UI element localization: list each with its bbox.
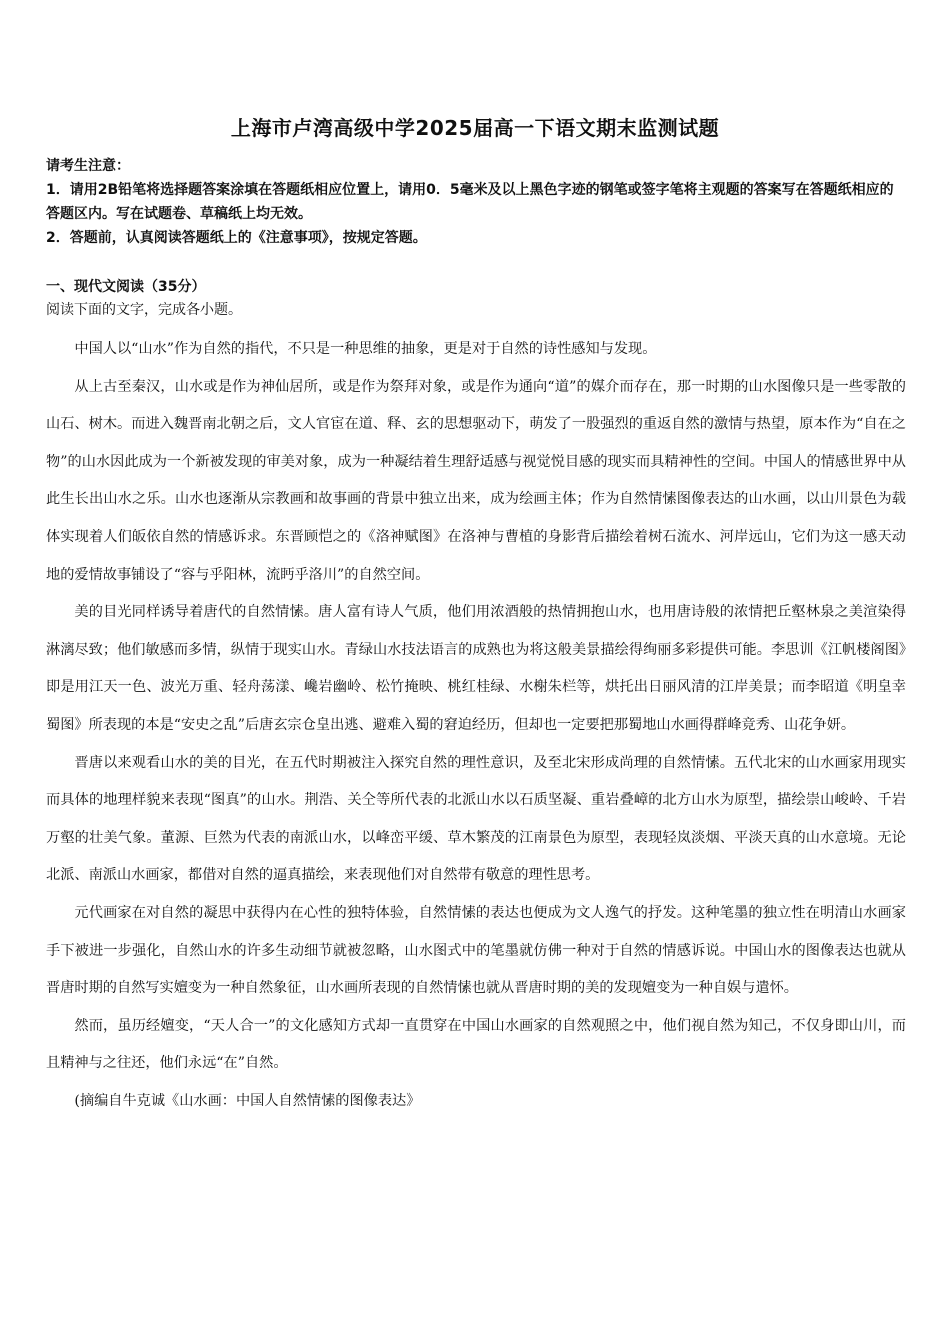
notice-heading: 请考生注意：: [46, 158, 130, 174]
notice-item: 1．请用2B铅笔将选择题答案涂填在答题纸相应位置上，请用0．5毫米及以上黑色字迹的钢笔或签字笔将主观题的答案写在答题纸相应的答题区内。写在试题卷、草稿纸上均无效。: [46, 182, 894, 222]
passage-paragraph: 然而，虽历经嬗变，“天人合一”的文化感知方式却一直贯穿在中国山水画家的自然观照之中，他们视自然为知己，不仅身即山川，而且精神与之往还，他们永远“在”自然。: [46, 1017, 906, 1072]
passage-paragraph: 从上古至秦汉，山水或是作为神仙居所，或是作为祭拜对象，或是作为通向“道”的媒介而存在，那一时期的山水图像只是一些零散的山石、树木。而进入魏晋南北朝之后，文人官宦在道、释、玄的思想驱动下，萌发了一股强烈的重返自然的激情与热望，原本作为“自在之物”的山水因此成为一个新被发现的审美对象，成为一种凝结着生理舒适感与视觉悦目感的现实而具精神性的空间。中国人的情感世界中从此生长出山水之乐。山水也逐渐从宗教画和故事画的背景中独立出来，成为绘画主体；作为自然情愫图像表达的山水画，以山川景色为载体实现着人们皈依自然的情感诉求。东晋顾恺之的《洛神赋图》在洛神与曹植的身影背后描绘着树石流水、河岸远山，它们为这一感天动地的爱情故事铺设了“容与乎阳林，流眄乎洛川”的自然空间。: [46, 378, 906, 583]
passage-source: (摘编自牛克诚《山水画：中国人自然情愫的图像表达》: [74, 1092, 421, 1109]
section-heading: 一、现代文阅读（35分）: [46, 279, 206, 295]
passage-paragraph: 中国人以“山水”作为自然的指代，不只是一种思维的抽象，更是对于自然的诗性感知与发现。: [74, 341, 657, 357]
passage-paragraph: 美的目光同样诱导着唐代的自然情愫。唐人富有诗人气质，他们用浓酒般的热情拥抱山水，也用唐诗般的浓情把丘壑林泉之美渲染得淋漓尽致；他们敏感而多情，纵情于现实山水。青绿山水技法语言的成熟也为将这般美景描绘得绚丽多彩提供可能。李思训《江帆楼阁图》即是用江天一色、波光万重、轻舟荡漾、巉岩幽岭、松竹掩映、桃红桂绿、水榭朱栏等，烘托出日丽风清的江岸美景；而李昭道《明皇幸蜀图》所表现的本是“安史之乱”后唐玄宗仓皇出逃、避难入蜀的窘迫经历，但却也一定要把那蜀地山水画得群峰竞秀、山花争妍。: [46, 604, 906, 733]
exam-notice: [46, 154, 904, 250]
section-instruction: 阅读下面的文字，完成各小题。: [46, 302, 242, 318]
exam-title: 上海市卢湾高级中学2025届高一下语文期末监测试题: [230, 116, 720, 140]
reading-passage: [46, 331, 906, 1120]
notice-item: 2．答题前，认真阅读答题纸上的《注意事项》，按规定答题。: [46, 230, 427, 246]
passage-paragraph: 晋唐以来观看山水的美的目光，在五代时期被注入探究自然的理性意识，及至北宋形成尚理的自然情愫。五代北宋的山水画家用现实而具体的地理样貌来表现“图真”的山水。荆浩、关仝等所代表的北派山水以石质坚凝、重岩叠嶂的北方山水为原型，描绘崇山峻岭、千岩万壑的壮美气象。董源、巨然为代表的南派山水，以峰峦平缓、草木繁茂的江南景色为原型，表现轻岚淡烟、平淡天真的山水意境。无论北派、南派山水画家，都借对自然的逼真描绘，来表现他们对自然带有敬意的理性思考。: [46, 754, 906, 884]
passage-paragraph: 元代画家在对自然的凝思中获得内在心性的独特体验，自然情愫的表达也便成为文人逸气的抒发。这种笔墨的独立性在明清山水画家手下被进一步强化，自然山水的许多生动细节就被忽略，山水图式中的笔墨就仿佛一种对于自然的情感诉说。中国山水的图像表达也就从晋唐时期的自然写实嬗变为一种自然象征，山水画所表现的自然情愫也就从晋唐时期的美的发现嬗变为一种自娱与遣怀。: [46, 904, 906, 997]
